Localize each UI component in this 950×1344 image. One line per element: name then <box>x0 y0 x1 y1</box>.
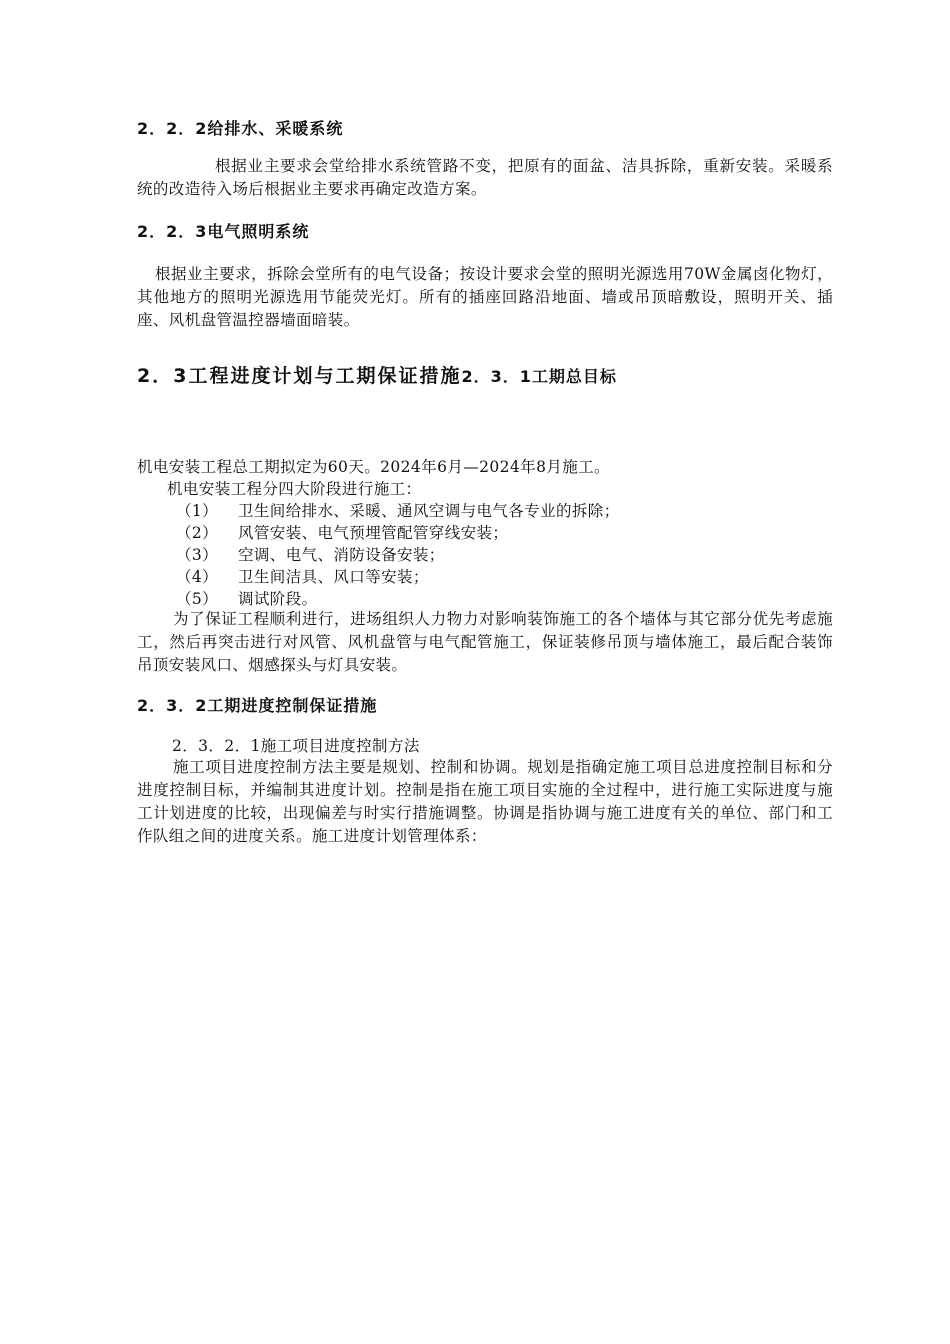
section-heading-2-3-title: 2．3工程进度计划与工期保证措施 <box>137 365 462 387</box>
list-item-number: （4） <box>176 568 219 586</box>
paragraph-total-duration: 机电安装工程总工期拟定为60天。2024年6月—2024年8月施工。 <box>137 458 610 476</box>
list-item <box>176 500 816 522</box>
list-item-text: 风管安装、电气预埋管配管穿线安装； <box>238 524 509 542</box>
list-item <box>176 588 816 610</box>
list-item-text: 卫生间洁具、风口等安装； <box>238 568 429 586</box>
list-item-number: （5） <box>176 590 219 608</box>
list-item-text: 调试阶段。 <box>238 590 318 608</box>
list-item-number: （3） <box>176 546 219 564</box>
paragraph-electrical-lighting: 根据业主要求，拆除会堂所有的电气设备；按设计要求会堂的照明光源选用70W金属卤化物灯，其他地方的照明光源选用节能荧光灯。所有的插座回路沿地面、墙或吊顶暗敷设，照明开关、插座、风机盘管温控器墙面暗装。 <box>137 265 833 329</box>
section-heading-2-3-1: 2．3．1工期总目标 <box>461 367 617 386</box>
list-item-text: 空调、电气、消防设备安装； <box>238 546 445 564</box>
paragraph-phases-intro: 机电安装工程分四大阶段进行施工： <box>167 480 422 498</box>
list-item-text: 卫生间给排水、采暖、通风空调与电气各专业的拆除； <box>238 502 620 520</box>
section-heading-2-3-2: 2．3．2工期进度控制保证措施 <box>137 696 378 715</box>
paragraph-progress-control-method: 施工项目进度控制方法主要是规划、控制和协调。规划是指确定施工项目总进度控制目标和分进度控制目标，并编制其进度计划。控制是指在施工项目实施的全过程中，进行施工实际进度与施工计划进度的比较，出现偏差与时实行措施调整。协调是指协调与施工进度有关的单位、部门和工作队组之间的进度关系。施工进度计划管理体系： <box>137 758 833 845</box>
sub-heading-2-3-2-1: 2．3．2．1施工项目进度控制方法 <box>172 737 420 755</box>
paragraph-schedule-guarantee: 为了保证工程顺利进行，进场组织人力物力对影响装饰施工的各个墙体与其它部分优先考虑施工，然后再突击进行对风管、风机盘管与电气配管施工，保证装修吊顶与墙体施工，最后配合装饰吊顶安装风口、烟感探头与灯具安装。 <box>137 610 833 674</box>
list-item <box>176 566 816 588</box>
list-item-number: （2） <box>176 524 219 542</box>
paragraph-water-heating: 根据业主要求会堂给排水系统管路不变，把原有的面盆、洁具拆除，重新安装。采暖系统的改造待入场后根据业主要求再确定改造方案。 <box>137 157 833 198</box>
list-item <box>176 522 816 544</box>
list-item-number: （1） <box>176 502 219 520</box>
section-heading-2-2-3: 2．2．3电气照明系统 <box>137 222 310 241</box>
list-item <box>176 544 816 566</box>
section-heading-2-2-2: 2．2．2给排水、采暖系统 <box>137 119 344 138</box>
section-heading-2-3 <box>137 363 857 390</box>
